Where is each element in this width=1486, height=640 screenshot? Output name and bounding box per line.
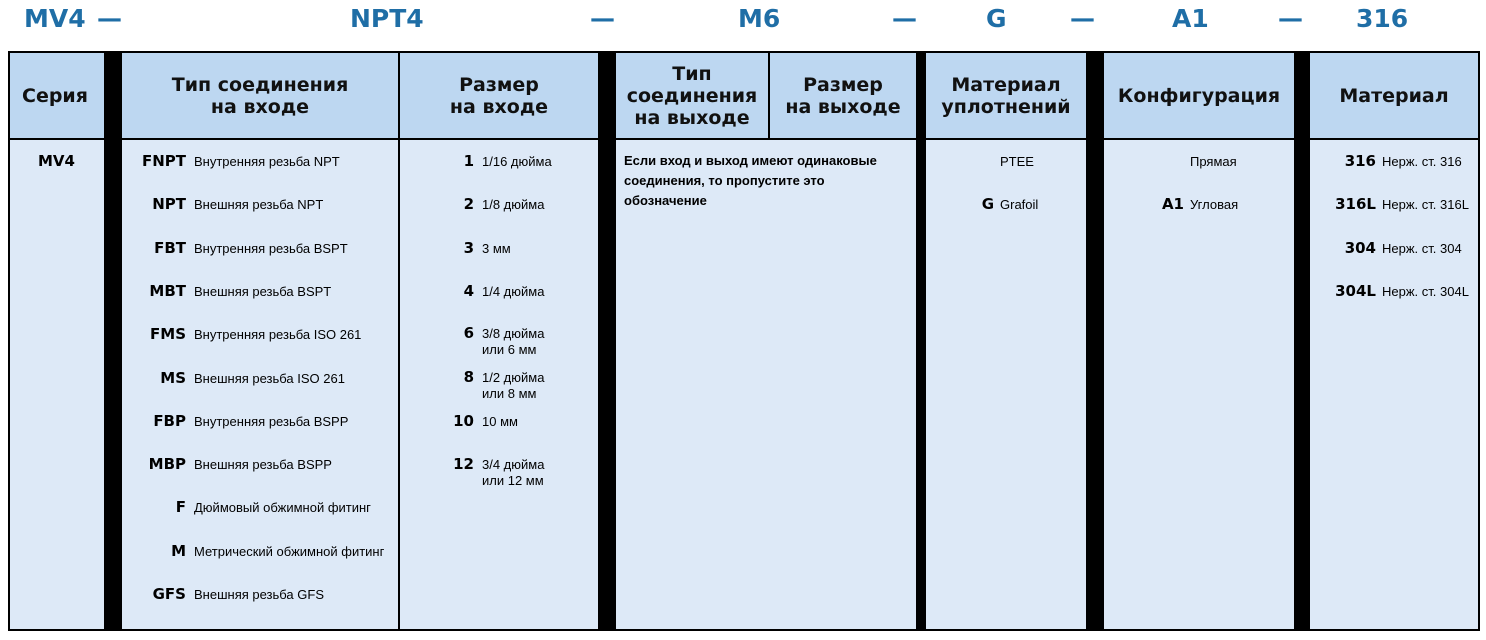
inlet-size-label: 1/8 дюйма (482, 197, 545, 212)
inlet-type-label: Внутренняя резьба BSPP (194, 413, 349, 429)
code-dash: — (1278, 4, 1303, 33)
code-series: MV4 (24, 4, 86, 33)
header-outlet-size: Размер на выходе (770, 53, 916, 138)
inlet-type-code: M (171, 541, 186, 560)
inlet-size-label: 3/8 дюйма (482, 326, 545, 341)
inlet-size-code: 6 (463, 324, 474, 342)
material-label: Нерж. ст. 304L (1382, 283, 1469, 299)
column-config (1104, 53, 1294, 629)
inlet-type-label: Внешняя резьба ISO 261 (194, 370, 345, 386)
inlet-size-label-2: или 6 мм (482, 342, 537, 357)
seal-code: G (981, 195, 994, 213)
code-dash: — (892, 4, 917, 33)
seal-label: PTEE (1000, 154, 1034, 169)
inlet-type-code: NPT (152, 195, 186, 214)
inlet-type-code: GFS (152, 585, 186, 603)
material-code: 316L (1335, 195, 1376, 214)
code-outlet: M6 (738, 4, 781, 33)
column-material (1310, 53, 1478, 629)
material-code: 316 (1344, 152, 1376, 170)
material-label: Нерж. ст. 316 (1382, 154, 1462, 169)
material-code: 304L (1335, 281, 1376, 300)
header-inlet-type: Тип соединения на входе (122, 53, 398, 138)
inlet-size-label: 1/16 дюйма (482, 154, 552, 169)
outlet-note: Если вход и выход имеют одинаковые соединения, то пропустите это обозначение (624, 153, 877, 208)
inlet-type-code: FNPT (141, 152, 186, 170)
code-dash: — (97, 4, 122, 33)
inlet-size-code: 3 (463, 239, 474, 257)
header-inlet-size: Размер на входе (400, 53, 598, 138)
config-label: Прямая (1190, 154, 1237, 169)
inlet-type-label: Внешняя резьба BSPT (194, 283, 332, 299)
inlet-size-code: 8 (463, 368, 474, 386)
inlet-type-label: Внутренняя резьба NPT (194, 154, 340, 169)
inlet-size-label-2: или 8 мм (482, 386, 537, 401)
inlet-size-label-2: или 12 мм (482, 473, 544, 488)
header-material: Материал (1310, 53, 1478, 138)
material-label: Нерж. ст. 304 (1382, 240, 1462, 256)
seal-label: Grafoil (1000, 197, 1039, 212)
inlet-size-label: 3/4 дюйма (482, 457, 545, 472)
ordering-table (8, 51, 1480, 631)
config-code: A1 (1161, 195, 1184, 213)
series-code: MV4 (38, 152, 75, 170)
config-label: Угловая (1190, 197, 1239, 212)
code-inlet: NPT4 (350, 4, 424, 33)
inlet-type-code: F (175, 498, 186, 517)
column-series (10, 53, 104, 629)
inlet-size-label: 10 мм (482, 414, 518, 429)
material-code: 304 (1344, 238, 1376, 257)
inlet-type-label: Внешняя резьба GFS (194, 587, 324, 602)
inlet-type-label: Внешняя резьба NPT (194, 197, 324, 213)
inlet-type-label: Внутренняя резьба ISO 261 (194, 327, 362, 343)
header-seal: Материал уплотнений (926, 53, 1086, 138)
material-label: Нерж. ст. 316L (1382, 197, 1469, 213)
inlet-size-code: 12 (453, 455, 474, 473)
inlet-type-code: FBP (153, 411, 186, 430)
inlet-size-code: 10 (453, 412, 474, 430)
inlet-size-label: 1/4 дюйма (482, 284, 545, 299)
inlet-size-code: 4 (463, 282, 474, 300)
header-outlet-type: Тип соединения на выходе (616, 53, 768, 138)
inlet-type-label: Внешняя резьба BSPP (194, 457, 332, 473)
inlet-type-code: FBT (154, 238, 186, 257)
inlet-type-code: MBT (149, 281, 186, 300)
code-material: 316 (1356, 4, 1409, 33)
code-dash: — (1070, 4, 1095, 33)
column-inlet (122, 53, 598, 629)
column-outlet (616, 53, 916, 629)
header-config: Конфигурация (1104, 53, 1294, 138)
inlet-size-label: 1/2 дюйма (482, 370, 545, 385)
inlet-size-code: 2 (463, 195, 474, 213)
code-seal: G (986, 4, 1007, 33)
code-dash: — (590, 4, 615, 33)
inlet-type-label: Дюймовый обжимной фитинг (194, 500, 371, 516)
inlet-size-label: 3 мм (482, 241, 511, 256)
inlet-type-label: Внутренняя резьба BSPT (194, 240, 348, 256)
inlet-type-label: Метрический обжимной фитинг (194, 543, 385, 559)
column-seal (926, 53, 1086, 629)
inlet-type-code: MBP (148, 455, 186, 474)
inlet-type-code: FMS (150, 325, 186, 344)
inlet-type-code: MS (160, 368, 186, 387)
header-series: Серия (10, 53, 104, 138)
code-config: A1 (1172, 4, 1209, 33)
inlet-size-code: 1 (463, 152, 474, 170)
